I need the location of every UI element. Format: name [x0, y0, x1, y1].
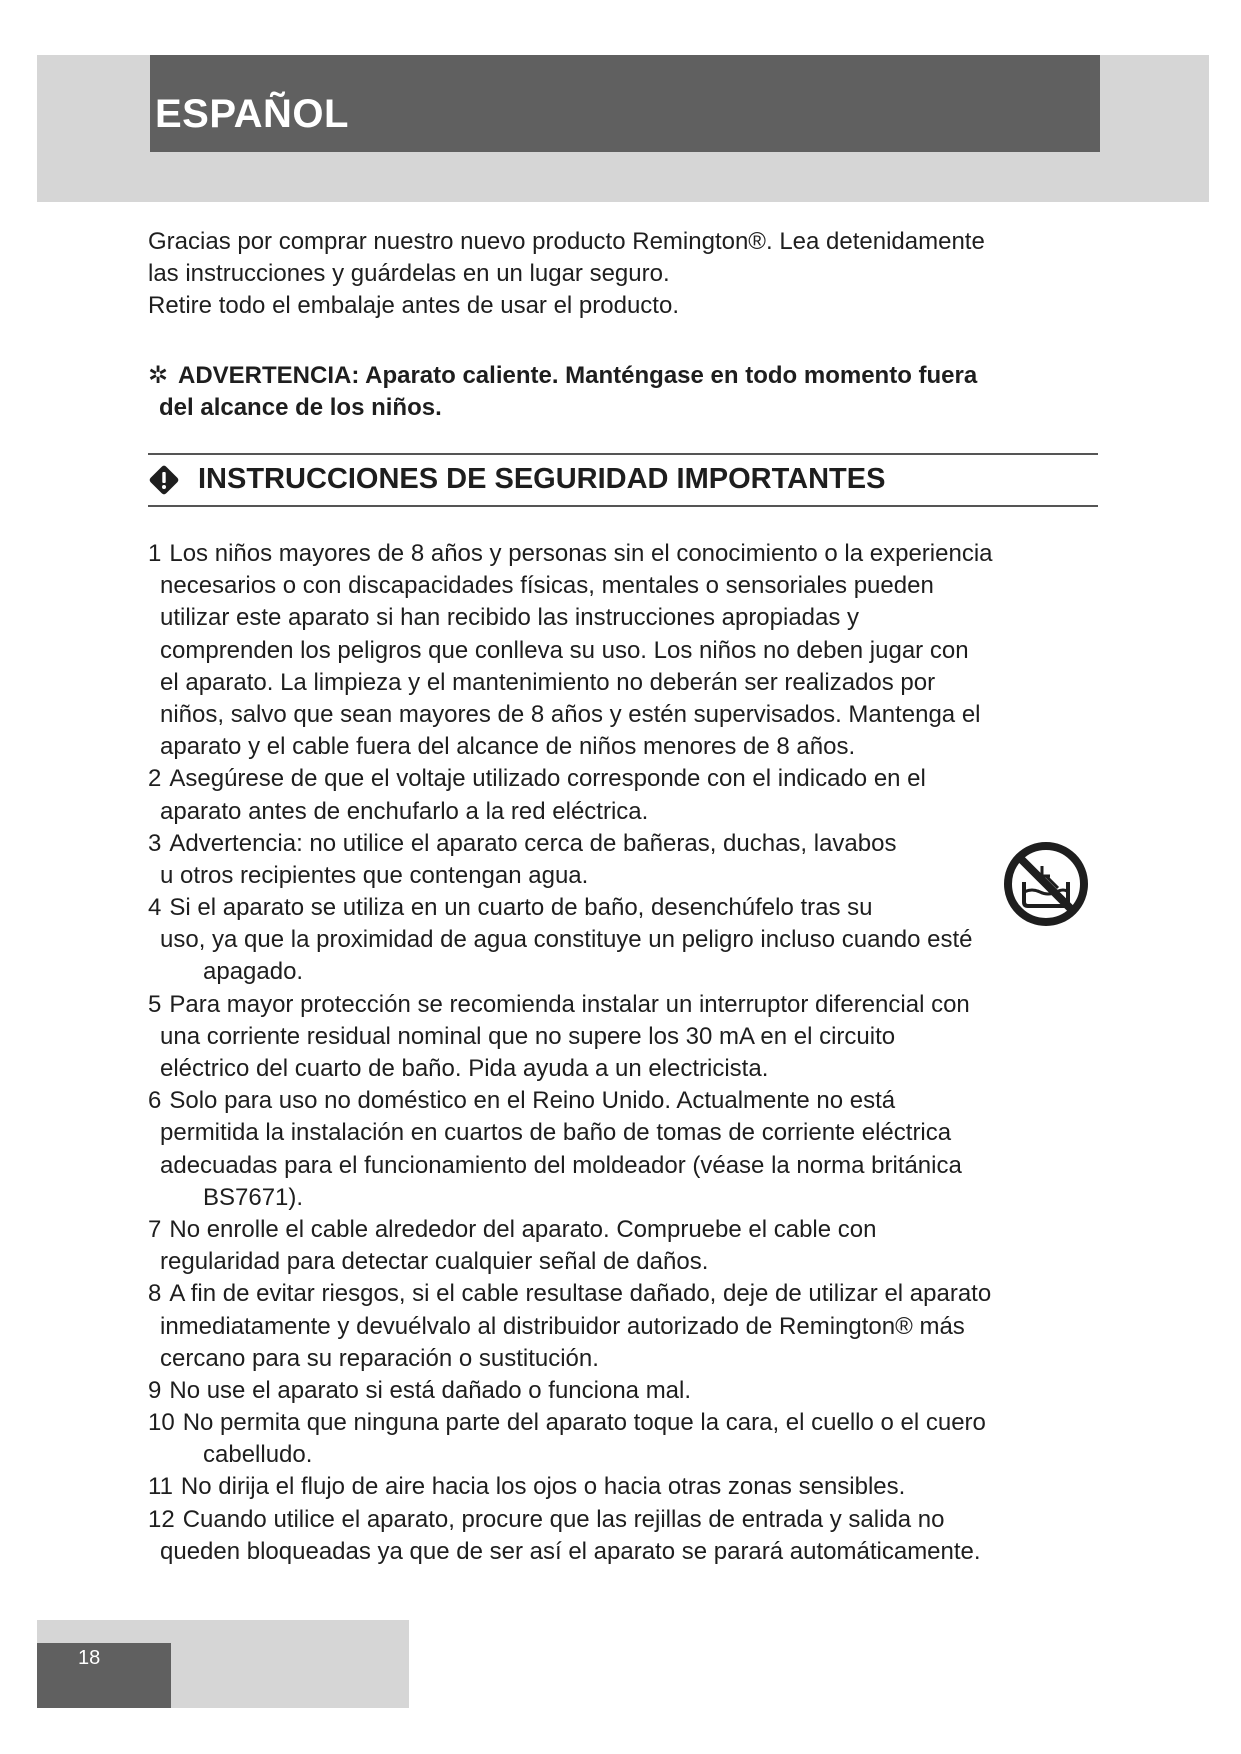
item-text: Advertencia: no utilice el aparato cerca de bañeras, duchas, lavabos — [169, 829, 897, 857]
footer-box — [37, 1643, 171, 1708]
intro-line: Retire todo el embalaje antes de usar el producto. — [148, 292, 679, 319]
list-item — [148, 1407, 1088, 1439]
hot-surface-icon: ✲ — [148, 362, 169, 389]
item-text: A fin de evitar riesgos, si el cable resultase dañado, deje de utilizar el aparato — [169, 1280, 992, 1308]
item-text: aparato y el cable fuera del alcance de niños menores de 8 años. — [160, 733, 856, 761]
section-rule-top — [148, 453, 1098, 455]
item-number: 4 — [148, 894, 162, 922]
item-text: Asegúrese de que el voltaje utilizado corresponde con el indicado en el — [169, 765, 926, 793]
section-title: INSTRUCCIONES DE SEGURIDAD IMPORTANTES — [198, 463, 886, 495]
warning-line: ADVERTENCIA: Aparato caliente. Manténgase en todo momento fuera — [178, 362, 978, 389]
item-text: adecuadas para el funcionamiento del moldeador (véase la norma británica — [160, 1151, 962, 1179]
item-text: Para mayor protección se recomienda instalar un interruptor diferencial con — [169, 990, 970, 1018]
item-number: 11 — [148, 1473, 173, 1501]
item-text: queden bloqueadas ya que de ser así el aparato se parará automáticamente. — [160, 1537, 981, 1565]
list-item — [148, 763, 1088, 795]
item-text: eléctrico del cuarto de baño. Pida ayuda a un electricista. — [160, 1055, 769, 1082]
no-water-bath-icon — [1002, 840, 1090, 928]
item-text: No permita que ninguna parte del aparato toque la cara, el cuello o el cuero — [182, 1409, 986, 1437]
item-text: No use el aparato si está dañado o funciona mal. — [169, 1376, 692, 1404]
item-number: 5 — [148, 990, 162, 1018]
list-item — [148, 1278, 1088, 1310]
item-text: aparato antes de enchufarlo a la red eléctrica. — [160, 797, 649, 825]
list-item — [148, 989, 1088, 1021]
intro-paragraph — [148, 226, 1088, 322]
item-text: u otros recipientes que contengan agua. — [160, 861, 589, 889]
list-item — [148, 1214, 1088, 1246]
item-number: 7 — [148, 1215, 162, 1243]
item-number: 2 — [148, 765, 162, 793]
item-number: 3 — [148, 829, 162, 857]
intro-line: Gracias por comprar nuestro nuevo producto Remington®. Lea detenidamente — [148, 228, 985, 255]
language-title: ESPAÑOL — [155, 92, 349, 136]
warning-diamond-icon — [148, 464, 180, 496]
item-text: regularidad para detectar cualquier señal de daños. — [160, 1248, 709, 1276]
item-text: Los niños mayores de 8 años y personas sin el conocimiento o la experiencia — [169, 540, 993, 567]
item-number: 1 — [148, 540, 162, 567]
item-text: BS7671). — [203, 1183, 304, 1211]
safety-instructions-list — [148, 538, 1088, 1568]
item-text: No dirija el flujo de aire hacia los ojos o hacia otras zonas sensibles. — [180, 1473, 906, 1501]
item-text: el aparato. La limpieza y el mantenimiento no deberán ser realizados por — [160, 668, 936, 696]
warning-line: del alcance de los niños. — [159, 394, 442, 421]
item-number: 12 — [148, 1505, 175, 1533]
item-text: inmediatamente y devuélvalo al distribuidor autorizado de Remington® más — [160, 1312, 965, 1340]
item-text: niños, salvo que sean mayores de 8 años y estén supervisados. Mantenga el — [160, 700, 981, 728]
list-item — [148, 1471, 1088, 1503]
section-heading — [148, 463, 885, 496]
section-rule-bottom — [148, 505, 1098, 507]
item-text: cabelludo. — [203, 1441, 313, 1469]
item-number: 9 — [148, 1376, 162, 1404]
item-number: 6 — [148, 1087, 162, 1115]
item-text: comprenden los peligros que conlleva su uso. Los niños no deben jugar con — [160, 636, 969, 664]
item-text: utilizar este aparato si han recibido las instrucciones apropiadas y — [160, 604, 860, 632]
item-text: No enrolle el cable alrededor del aparato. Compruebe el cable con — [169, 1215, 877, 1243]
item-text: uso, ya que la proximidad de agua constituye un peligro incluso cuando esté — [160, 926, 973, 954]
item-text: Si el aparato se utiliza en un cuarto de baño, desenchúfelo tras su — [169, 894, 873, 922]
item-text: permitida la instalación en cuartos de baño de tomas de corriente eléctrica — [160, 1119, 952, 1147]
list-item — [148, 892, 1088, 924]
item-number: 8 — [148, 1280, 162, 1308]
list-item — [148, 1375, 1088, 1407]
list-item — [148, 1504, 1088, 1536]
hot-warning — [148, 360, 1088, 424]
item-text: Solo para uso no doméstico en el Reino Unido. Actualmente no está — [169, 1087, 896, 1115]
item-number: 10 — [148, 1409, 175, 1437]
list-item — [148, 828, 1088, 860]
item-text: Cuando utilice el aparato, procure que las rejillas de entrada y salida no — [182, 1505, 945, 1533]
item-text: apagado. — [203, 958, 304, 986]
intro-line: las instrucciones y guárdelas en un lugar seguro. — [148, 260, 670, 287]
item-text: cercano para su reparación o sustitución. — [160, 1344, 599, 1372]
list-item — [148, 538, 1088, 570]
item-text: necesarios o con discapacidades físicas, mentales o sensoriales pueden — [160, 572, 934, 600]
item-text: una corriente residual nominal que no supere los 30 mA en el circuito — [160, 1022, 896, 1050]
page-number: 18 — [78, 1647, 101, 1669]
list-item — [148, 1085, 1088, 1117]
